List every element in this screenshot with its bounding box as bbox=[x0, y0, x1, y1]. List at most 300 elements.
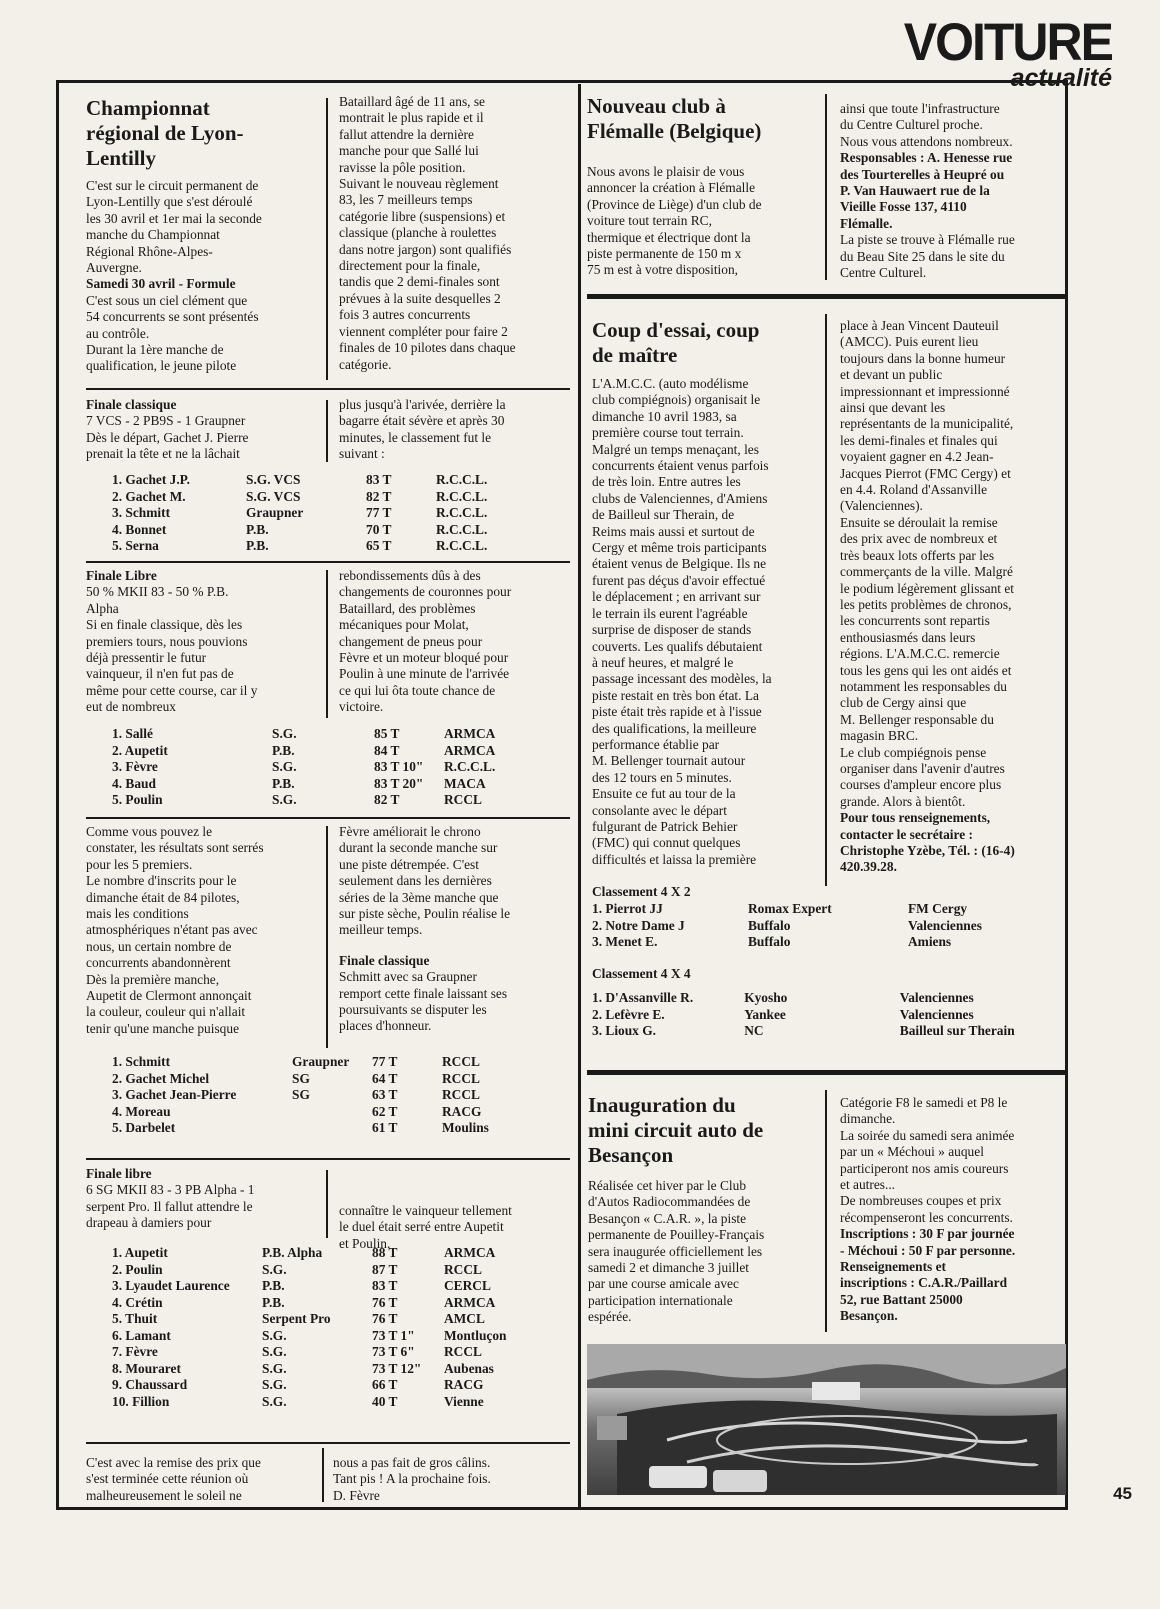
besancon-title: Inauguration du mini circuit auto de Besançon bbox=[588, 1093, 764, 1167]
result-cell: P.B. bbox=[246, 521, 269, 537]
result-row bbox=[112, 538, 536, 555]
result-row bbox=[592, 934, 1058, 951]
result-cell: S.G. bbox=[272, 792, 297, 807]
result-row bbox=[112, 505, 536, 522]
result-cell: 62 T bbox=[372, 1103, 398, 1119]
text-line: viennent compléter pour faire 2 bbox=[339, 323, 508, 339]
text-line: concurrents étaient venus parfois bbox=[592, 458, 769, 474]
text-line: victoire. bbox=[339, 699, 384, 715]
result-cell: 40 T bbox=[372, 1393, 398, 1409]
text-line: De nombreuses coupes et prix bbox=[840, 1193, 1002, 1209]
result-cell: 1. Aupetit bbox=[112, 1245, 168, 1260]
text-line: 7 VCS - 2 PB9S - 1 Graupner bbox=[86, 413, 246, 429]
result-cell: 84 T bbox=[374, 742, 400, 758]
result-cell: S.G. VCS bbox=[246, 488, 301, 504]
text-line: première course tout terrain. bbox=[592, 425, 744, 441]
result-row bbox=[112, 1120, 542, 1137]
result-cell: 83 T 20" bbox=[374, 775, 424, 791]
page-number: 45 bbox=[1113, 1484, 1132, 1503]
result-cell: RCCL bbox=[442, 1054, 480, 1069]
result-row bbox=[112, 472, 536, 489]
finale-classique-heading: Finale classique bbox=[339, 952, 430, 968]
result-cell: RCCL bbox=[444, 1344, 482, 1359]
text-line: La soirée du samedi sera animée bbox=[840, 1127, 1015, 1143]
text-line: au contrôle. bbox=[86, 325, 150, 341]
text-line: La piste se trouve à Flémalle rue bbox=[840, 232, 1015, 248]
text-line: D. Fèvre bbox=[333, 1487, 380, 1503]
result-cell: 1. D'Assanville R. bbox=[592, 990, 694, 1006]
result-cell: 4. Bonnet bbox=[112, 521, 167, 537]
text-line: Dès le départ, Gachet J. Pierre bbox=[86, 429, 249, 445]
result-cell: S.G. bbox=[262, 1344, 287, 1359]
result-row bbox=[112, 1104, 542, 1121]
text-line: le déplacement ; en arrivant sur bbox=[592, 589, 761, 605]
result-cell: 3. Lyaudet Laurence bbox=[112, 1278, 230, 1293]
text-line: changements de couronnes pour bbox=[339, 584, 512, 600]
result-cell: S.G. bbox=[262, 1360, 287, 1376]
text-line: Ensuite se déroulait la remise bbox=[840, 514, 998, 530]
result-cell: Valenciennes bbox=[899, 1006, 974, 1022]
result-cell: 88 T bbox=[372, 1245, 398, 1260]
text-line: montrait le plus rapide et il bbox=[339, 110, 484, 126]
text-line: ravisse la pôle position. bbox=[339, 159, 466, 175]
samedi-heading: Samedi 30 avril - Formule bbox=[86, 276, 236, 292]
result-cell: P.B. bbox=[272, 775, 295, 791]
result-cell: RACG bbox=[444, 1377, 484, 1392]
text-line: 83, les 7 meilleurs temps bbox=[339, 192, 473, 208]
text-line: club compiégnois) organisait le bbox=[592, 392, 761, 408]
text-line: Pour tous renseignements, bbox=[840, 810, 991, 826]
text-line: Lyon-Lentilly que s'est déroulé bbox=[86, 194, 253, 210]
result-row bbox=[112, 1245, 544, 1262]
result-cell: Serpent Pro bbox=[262, 1311, 331, 1326]
lyon-finale-classique-results bbox=[112, 472, 536, 555]
column-rule bbox=[326, 826, 328, 1048]
text-line: impressionnant et impressionné bbox=[840, 383, 1010, 399]
column-rule bbox=[322, 1448, 324, 1502]
text-line: fallut attendre la dernière bbox=[339, 126, 474, 142]
text-line: Fèvre et un moteur bloqué pour bbox=[339, 650, 509, 666]
text-line: Centre Culturel. bbox=[840, 265, 927, 281]
result-cell: 2. Poulin bbox=[112, 1261, 163, 1277]
text-line: serpent Pro. Il fallut attendre le bbox=[86, 1198, 253, 1214]
result-row bbox=[112, 1278, 544, 1295]
text-line: séries de la 3ème manche que bbox=[339, 889, 499, 905]
text-line: régions. L'A.M.C.C. remercie bbox=[840, 646, 1000, 662]
result-cell: R.C.C.L. bbox=[436, 521, 488, 537]
divider bbox=[86, 561, 570, 563]
result-cell: Moulins bbox=[442, 1120, 489, 1135]
result-cell: 73 T 1" bbox=[372, 1327, 415, 1343]
lyon-intro-col2 bbox=[339, 94, 569, 373]
text-line: club de Cergy ainsi que bbox=[840, 695, 967, 711]
result-row bbox=[592, 901, 1058, 918]
text-line: très beaux lots offerts par les bbox=[840, 547, 995, 563]
text-line: du Centre Culturel proche. bbox=[840, 117, 983, 133]
result-cell: Montluçon bbox=[444, 1327, 507, 1343]
text-line: Si en finale classique, dès les bbox=[86, 617, 243, 633]
brand-title: VOITURE bbox=[903, 12, 1112, 72]
result-cell: 2. Notre Dame J bbox=[592, 917, 685, 933]
text-line: remport cette finale laissant ses bbox=[339, 985, 508, 1001]
result-cell: Graupner bbox=[246, 505, 304, 520]
result-cell: Bailleul sur Therain bbox=[899, 1023, 1015, 1039]
result-cell: 3. Lioux G. bbox=[592, 1023, 656, 1039]
text-line: couverts. Les qualifs débutaient bbox=[592, 638, 763, 654]
result-cell: RCCL bbox=[442, 1087, 480, 1102]
result-row bbox=[112, 522, 536, 539]
besancon-article bbox=[588, 1093, 818, 1326]
column-rule bbox=[825, 314, 827, 886]
result-cell: 1. Schmitt bbox=[112, 1054, 171, 1069]
result-cell: 82 T bbox=[374, 792, 400, 807]
lyon-ending-col1 bbox=[86, 1455, 316, 1504]
text-line: Suivant le nouveau règlement bbox=[339, 176, 499, 192]
result-cell: R.C.C.L. bbox=[444, 759, 496, 774]
result-cell: Graupner bbox=[292, 1054, 350, 1069]
text-line: bagarre était sévère et après 30 bbox=[339, 413, 505, 429]
text-line: Réalisée cet hiver par le Club bbox=[588, 1178, 747, 1193]
text-line: surprise de disposer de stands bbox=[592, 622, 752, 638]
result-cell: Buffalo bbox=[748, 934, 791, 950]
text-line: des qualifications, la meilleure bbox=[592, 720, 757, 736]
coup-col2 bbox=[840, 318, 1065, 876]
text-line: Bataillard âgé de 11 ans, se bbox=[339, 94, 486, 109]
result-row bbox=[112, 1054, 542, 1071]
text-line: places d'honneur. bbox=[339, 1018, 432, 1034]
text-line: passage incessant des modèles, la bbox=[592, 671, 772, 687]
result-cell: FM Cergy bbox=[908, 901, 968, 917]
text-line: connaître le vainqueur tellement bbox=[339, 1203, 512, 1218]
result-row bbox=[112, 1394, 544, 1411]
text-line: Renseignements et bbox=[840, 1259, 946, 1275]
lyon-finale-libre-results bbox=[112, 726, 544, 809]
result-row bbox=[592, 1007, 1066, 1024]
lyon-middle-col2 bbox=[339, 824, 569, 1035]
text-line: dimanche 10 avril 1983, sa bbox=[592, 408, 737, 424]
text-line: 52, rue Battant 25000 bbox=[840, 1291, 963, 1307]
result-cell: 2. Aupetit bbox=[112, 742, 168, 758]
text-line: minutes, le classement fut le bbox=[339, 429, 492, 445]
text-line: des prix avec de nombreux et bbox=[840, 531, 998, 547]
text-line: prenait la tête et ne la lâchait bbox=[86, 446, 240, 462]
result-row bbox=[112, 759, 544, 776]
text-line: par une course amicale avec bbox=[588, 1276, 739, 1292]
result-cell: R.C.C.L. bbox=[436, 505, 488, 520]
result-cell: 4. Baud bbox=[112, 775, 156, 791]
text-line: prévues à la suite desquelles 2 bbox=[339, 290, 501, 306]
text-line: le duel était serré entre Aupetit bbox=[339, 1219, 504, 1235]
lyon-finale-libre-col1 bbox=[86, 568, 316, 716]
lyon-finale-classique-col2 bbox=[339, 397, 569, 463]
text-line: tous les gens qui les ont aidés et bbox=[840, 662, 1012, 678]
lyon-title-block bbox=[86, 96, 308, 179]
column-rule bbox=[825, 1090, 827, 1332]
result-cell: 73 T 6" bbox=[372, 1344, 415, 1359]
text-line: Dès la première manche, bbox=[86, 971, 220, 987]
text-line: qualification, le jeune pilote bbox=[86, 358, 237, 374]
result-row bbox=[112, 1361, 544, 1378]
result-cell: 1. Gachet J.P. bbox=[112, 472, 190, 487]
text-line: C'est avec la remise des prix que bbox=[86, 1455, 261, 1470]
result-cell bbox=[292, 1120, 372, 1137]
result-cell: ARMCA bbox=[444, 742, 496, 758]
text-line: C'est sur le circuit permanent de bbox=[86, 178, 259, 193]
result-cell: R.C.C.L. bbox=[436, 538, 488, 553]
text-line: en 4.4. Roland d'Assanville bbox=[840, 482, 988, 498]
divider bbox=[86, 817, 570, 819]
result-cell: 3. Schmitt bbox=[112, 505, 171, 520]
text-line: premiers tours, nous pouvions bbox=[86, 633, 248, 649]
text-line: rebondissements dûs à des bbox=[339, 568, 481, 583]
classement-4x4 bbox=[592, 966, 1066, 1040]
text-line: Finale classique bbox=[86, 397, 177, 412]
text-line: furent pas déçus d'avoir effectué bbox=[592, 572, 766, 588]
result-cell: 6. Lamant bbox=[112, 1327, 171, 1343]
result-row bbox=[112, 743, 544, 760]
text-line: organiser dans l'avenir d'autres bbox=[840, 760, 1005, 776]
result-cell: S.G. bbox=[262, 1377, 287, 1392]
result-cell: 8. Mouraret bbox=[112, 1360, 181, 1376]
text-line: ainsi que devant les bbox=[840, 400, 946, 416]
text-line: toujours dans la bonne humeur bbox=[840, 350, 1006, 366]
divider bbox=[86, 1158, 570, 1160]
text-line: directement pour la finale, bbox=[339, 258, 481, 274]
text-line: notamment les responsables du bbox=[840, 678, 1007, 694]
result-cell: MACA bbox=[444, 775, 486, 791]
result-cell: 61 T bbox=[372, 1120, 398, 1135]
column-rule bbox=[326, 1170, 328, 1238]
result-cell: S.G. bbox=[272, 759, 297, 774]
text-line: manche du Championnat bbox=[86, 227, 220, 243]
text-line: place à Jean Vincent Dauteuil bbox=[840, 318, 999, 333]
result-row bbox=[112, 1295, 544, 1312]
text-line: Le nombre d'inscrits pour le bbox=[86, 873, 237, 889]
divider bbox=[86, 388, 570, 390]
result-cell: R.C.C.L. bbox=[436, 472, 488, 487]
result-cell: Valenciennes bbox=[908, 917, 982, 933]
result-cell: 1. Pierrot JJ bbox=[592, 901, 663, 917]
lyon-finale-libre-2-col1 bbox=[86, 1166, 316, 1232]
column-rule bbox=[326, 570, 328, 718]
text-line: inscriptions : C.A.R./Paillard bbox=[840, 1275, 1008, 1291]
result-row bbox=[112, 1262, 544, 1279]
text-line: des 12 tours en 5 minutes. bbox=[592, 769, 732, 785]
text-line: constater, les résultats sont serrés bbox=[86, 840, 264, 856]
text-line: du Beau Site 25 dans le site du bbox=[840, 248, 1005, 264]
result-cell: 3. Fèvre bbox=[112, 759, 158, 774]
text-line: classique (planche à roulettes bbox=[339, 225, 497, 241]
lyon-middle-col1 bbox=[86, 824, 316, 1037]
result-cell: S.G. VCS bbox=[246, 472, 301, 487]
text-line: Vieille Fosse 137, 4110 bbox=[840, 199, 967, 215]
text-line: les demi-finales et finales qui bbox=[840, 432, 998, 448]
text-line: eut de nombreux bbox=[86, 699, 176, 715]
column-rule bbox=[326, 400, 328, 462]
thick-divider bbox=[587, 1070, 1066, 1075]
text-line: suivant : bbox=[339, 446, 385, 462]
classement-4x2 bbox=[592, 884, 1066, 951]
result-cell: 65 T bbox=[366, 538, 392, 553]
text-line: participeront nos amis coureurs bbox=[840, 1160, 1009, 1176]
text-line: vainqueur, il n'en fut pas de bbox=[86, 666, 234, 682]
result-row bbox=[112, 776, 544, 793]
text-line: s'est terminée cette réunion où bbox=[86, 1471, 249, 1487]
text-line: et Poulin. bbox=[339, 1235, 391, 1251]
result-cell: S.G. bbox=[262, 1393, 287, 1409]
column-rule bbox=[825, 94, 827, 280]
result-cell: 76 T bbox=[372, 1311, 398, 1326]
result-cell: RCCL bbox=[444, 792, 482, 807]
lyon-finale-libre-col2 bbox=[339, 568, 569, 716]
result-cell: Vienne bbox=[444, 1393, 484, 1409]
text-line: Comme vous pouvez le bbox=[86, 824, 213, 839]
result-cell: 83 T 10" bbox=[374, 759, 424, 774]
text-line: Finale Libre bbox=[86, 568, 157, 583]
text-line: durant la seconde manche sur bbox=[339, 840, 498, 856]
result-row bbox=[112, 1311, 544, 1328]
result-cell: CERCL bbox=[444, 1278, 491, 1293]
text-line: Alpha bbox=[86, 600, 119, 616]
result-cell: S.G. bbox=[262, 1261, 287, 1277]
text-line: Ensuite ce fut au tour de la bbox=[592, 786, 736, 802]
text-line: drapeau à damiers pour bbox=[86, 1215, 212, 1231]
result-cell: RCCL bbox=[444, 1261, 482, 1277]
text-line: Fèvre améliorait le chrono bbox=[339, 824, 481, 839]
result-cell: 85 T bbox=[374, 726, 400, 741]
result-cell: 70 T bbox=[366, 521, 392, 537]
text-line: voyaient gagner en 4.2 Jean- bbox=[840, 449, 994, 465]
flemalle-col2 bbox=[840, 101, 1065, 281]
flemalle-title: Nouveau club à Flémalle (Belgique) bbox=[587, 94, 762, 143]
text-line: piste était très rapide et à l'issue bbox=[592, 704, 762, 720]
text-line: 75 m est à votre disposition, bbox=[587, 262, 739, 278]
result-cell: Aubenas bbox=[444, 1360, 494, 1376]
text-line: Schmitt avec sa Graupner bbox=[339, 969, 477, 985]
result-cell: 4. Crétin bbox=[112, 1294, 163, 1310]
text-line: concurrents abandonnèrent bbox=[86, 955, 231, 971]
text-line: M. Bellenger responsable du bbox=[840, 711, 994, 727]
text-line: Nous avons le plaisir de vous bbox=[587, 164, 745, 179]
text-line: (AMCC). Puis eurent lieu bbox=[840, 334, 979, 350]
brand-subtitle: actualité bbox=[1010, 64, 1112, 92]
lyon-title: Championnat régional de Lyon- Lentilly bbox=[86, 96, 244, 170]
result-cell: P.B. bbox=[262, 1294, 285, 1310]
result-cell: 76 T bbox=[372, 1294, 398, 1310]
text-line: mécaniques pour Molat, bbox=[339, 617, 469, 633]
text-line: seulement dans les dernières bbox=[339, 873, 492, 889]
besancon-col2 bbox=[840, 1095, 1065, 1325]
text-line: meilleur temps. bbox=[339, 922, 423, 938]
text-line: le podium légèrement glissant et bbox=[840, 580, 1015, 596]
result-row bbox=[112, 792, 544, 809]
result-cell: ARMCA bbox=[444, 1245, 496, 1260]
result-cell: 87 T bbox=[372, 1261, 398, 1277]
text-line: changement de pneus pour bbox=[339, 633, 483, 649]
text-line: (Valenciennes). bbox=[840, 498, 923, 514]
text-line: magasin BRC. bbox=[840, 728, 919, 744]
thick-divider bbox=[587, 294, 1066, 299]
text-line: manche pour que Sallé lui bbox=[339, 143, 479, 159]
text-line: Régional Rhône-Alpes- bbox=[86, 243, 213, 259]
coup-article bbox=[592, 318, 814, 868]
result-cell: 2. Lefèvre E. bbox=[592, 1006, 665, 1022]
text-line: nous, un certain nombre de bbox=[86, 938, 232, 954]
result-cell: 5. Thuit bbox=[112, 1311, 158, 1326]
result-cell: Yankee bbox=[744, 1006, 786, 1022]
text-line: Finale libre bbox=[86, 1166, 152, 1181]
result-cell: 5. Poulin bbox=[112, 792, 163, 807]
lyon-ending-col2 bbox=[333, 1455, 563, 1504]
result-cell: 4. Moreau bbox=[112, 1103, 171, 1119]
lyon-finale-classique-2-results bbox=[112, 1054, 542, 1137]
text-line: dimanche. bbox=[840, 1111, 896, 1127]
result-cell: 5. Serna bbox=[112, 538, 159, 553]
result-cell: 63 T bbox=[372, 1087, 398, 1102]
text-line: clubs de Valenciennes, d'Amiens bbox=[592, 490, 768, 506]
result-cell: Romax Expert bbox=[748, 901, 832, 917]
page-center-rule bbox=[578, 84, 581, 1510]
lyon-intro-col1 bbox=[86, 178, 316, 375]
result-cell: 83 T bbox=[366, 472, 392, 487]
text-line: contacter le secrétaire : bbox=[840, 826, 973, 842]
result-row bbox=[112, 1071, 542, 1088]
text-line: Flémalle. bbox=[840, 215, 893, 231]
text-line: courses d'ampleur encore plus bbox=[840, 777, 1002, 793]
text-line: de Bailleul sur Therain, de bbox=[592, 507, 735, 523]
text-line: poursuivants se disputer les bbox=[339, 1002, 487, 1018]
text-line: et autres... bbox=[840, 1177, 896, 1193]
result-cell: P.B. Alpha bbox=[262, 1245, 323, 1260]
text-line: les concurrents sont repartis bbox=[840, 613, 990, 629]
text-line: Durant la 1ère manche de bbox=[86, 342, 224, 358]
text-line: les petits problèmes de chronos, bbox=[840, 596, 1012, 612]
result-row bbox=[112, 1344, 544, 1361]
lyon-finale-classique-col1 bbox=[86, 397, 316, 463]
text-line: Inscriptions : 30 F par journée bbox=[840, 1226, 1015, 1242]
result-cell: S.G. bbox=[262, 1327, 287, 1343]
text-line: Auvergne. bbox=[86, 260, 142, 276]
column-rule bbox=[326, 98, 328, 380]
text-line: plus jusqu'à l'arivée, derrière la bbox=[339, 397, 506, 412]
text-line: étaient venus de Belgique. Ils ne bbox=[592, 556, 767, 572]
text-line: les 30 avril et 1er mai la seconde bbox=[86, 210, 262, 226]
text-line: - Méchoui : 50 F par personne. bbox=[840, 1242, 1016, 1258]
result-cell: Valenciennes bbox=[899, 990, 974, 1006]
divider bbox=[86, 1442, 570, 1444]
text-line: d'Autos Radiocommandées de bbox=[588, 1194, 751, 1210]
text-line: Malgré un temps menaçant, les bbox=[592, 441, 759, 457]
text-line: le terrain ils eurent l'agréable bbox=[592, 605, 748, 621]
text-line: (FMC) qui connut quelques bbox=[592, 835, 741, 851]
text-line: la couleur, couleur qui n'allait bbox=[86, 1004, 246, 1020]
result-row bbox=[592, 918, 1058, 935]
result-cell: 3. Gachet Jean-Pierre bbox=[112, 1087, 237, 1102]
text-line: de très loin. Entre autres les bbox=[592, 474, 741, 490]
text-line: nous a pas fait de gros câlins. bbox=[333, 1455, 491, 1470]
result-cell: SG bbox=[292, 1070, 310, 1086]
result-cell: RACG bbox=[442, 1103, 482, 1119]
result-cell: 7. Fèvre bbox=[112, 1344, 158, 1359]
result-cell: 82 T bbox=[366, 488, 392, 504]
text-line: commerçants de la ville. Malgré bbox=[840, 564, 1013, 580]
text-line: Reims mais aussi et surtout de bbox=[592, 523, 755, 539]
result-cell: RCCL bbox=[442, 1070, 480, 1086]
result-cell: Amiens bbox=[908, 934, 952, 950]
text-line: Poulin à une minute de l'arrivée bbox=[339, 666, 510, 682]
text-line: des Tourterelles à Heupré ou bbox=[840, 166, 1005, 182]
text-line: difficultés et laissa la première bbox=[592, 851, 757, 867]
